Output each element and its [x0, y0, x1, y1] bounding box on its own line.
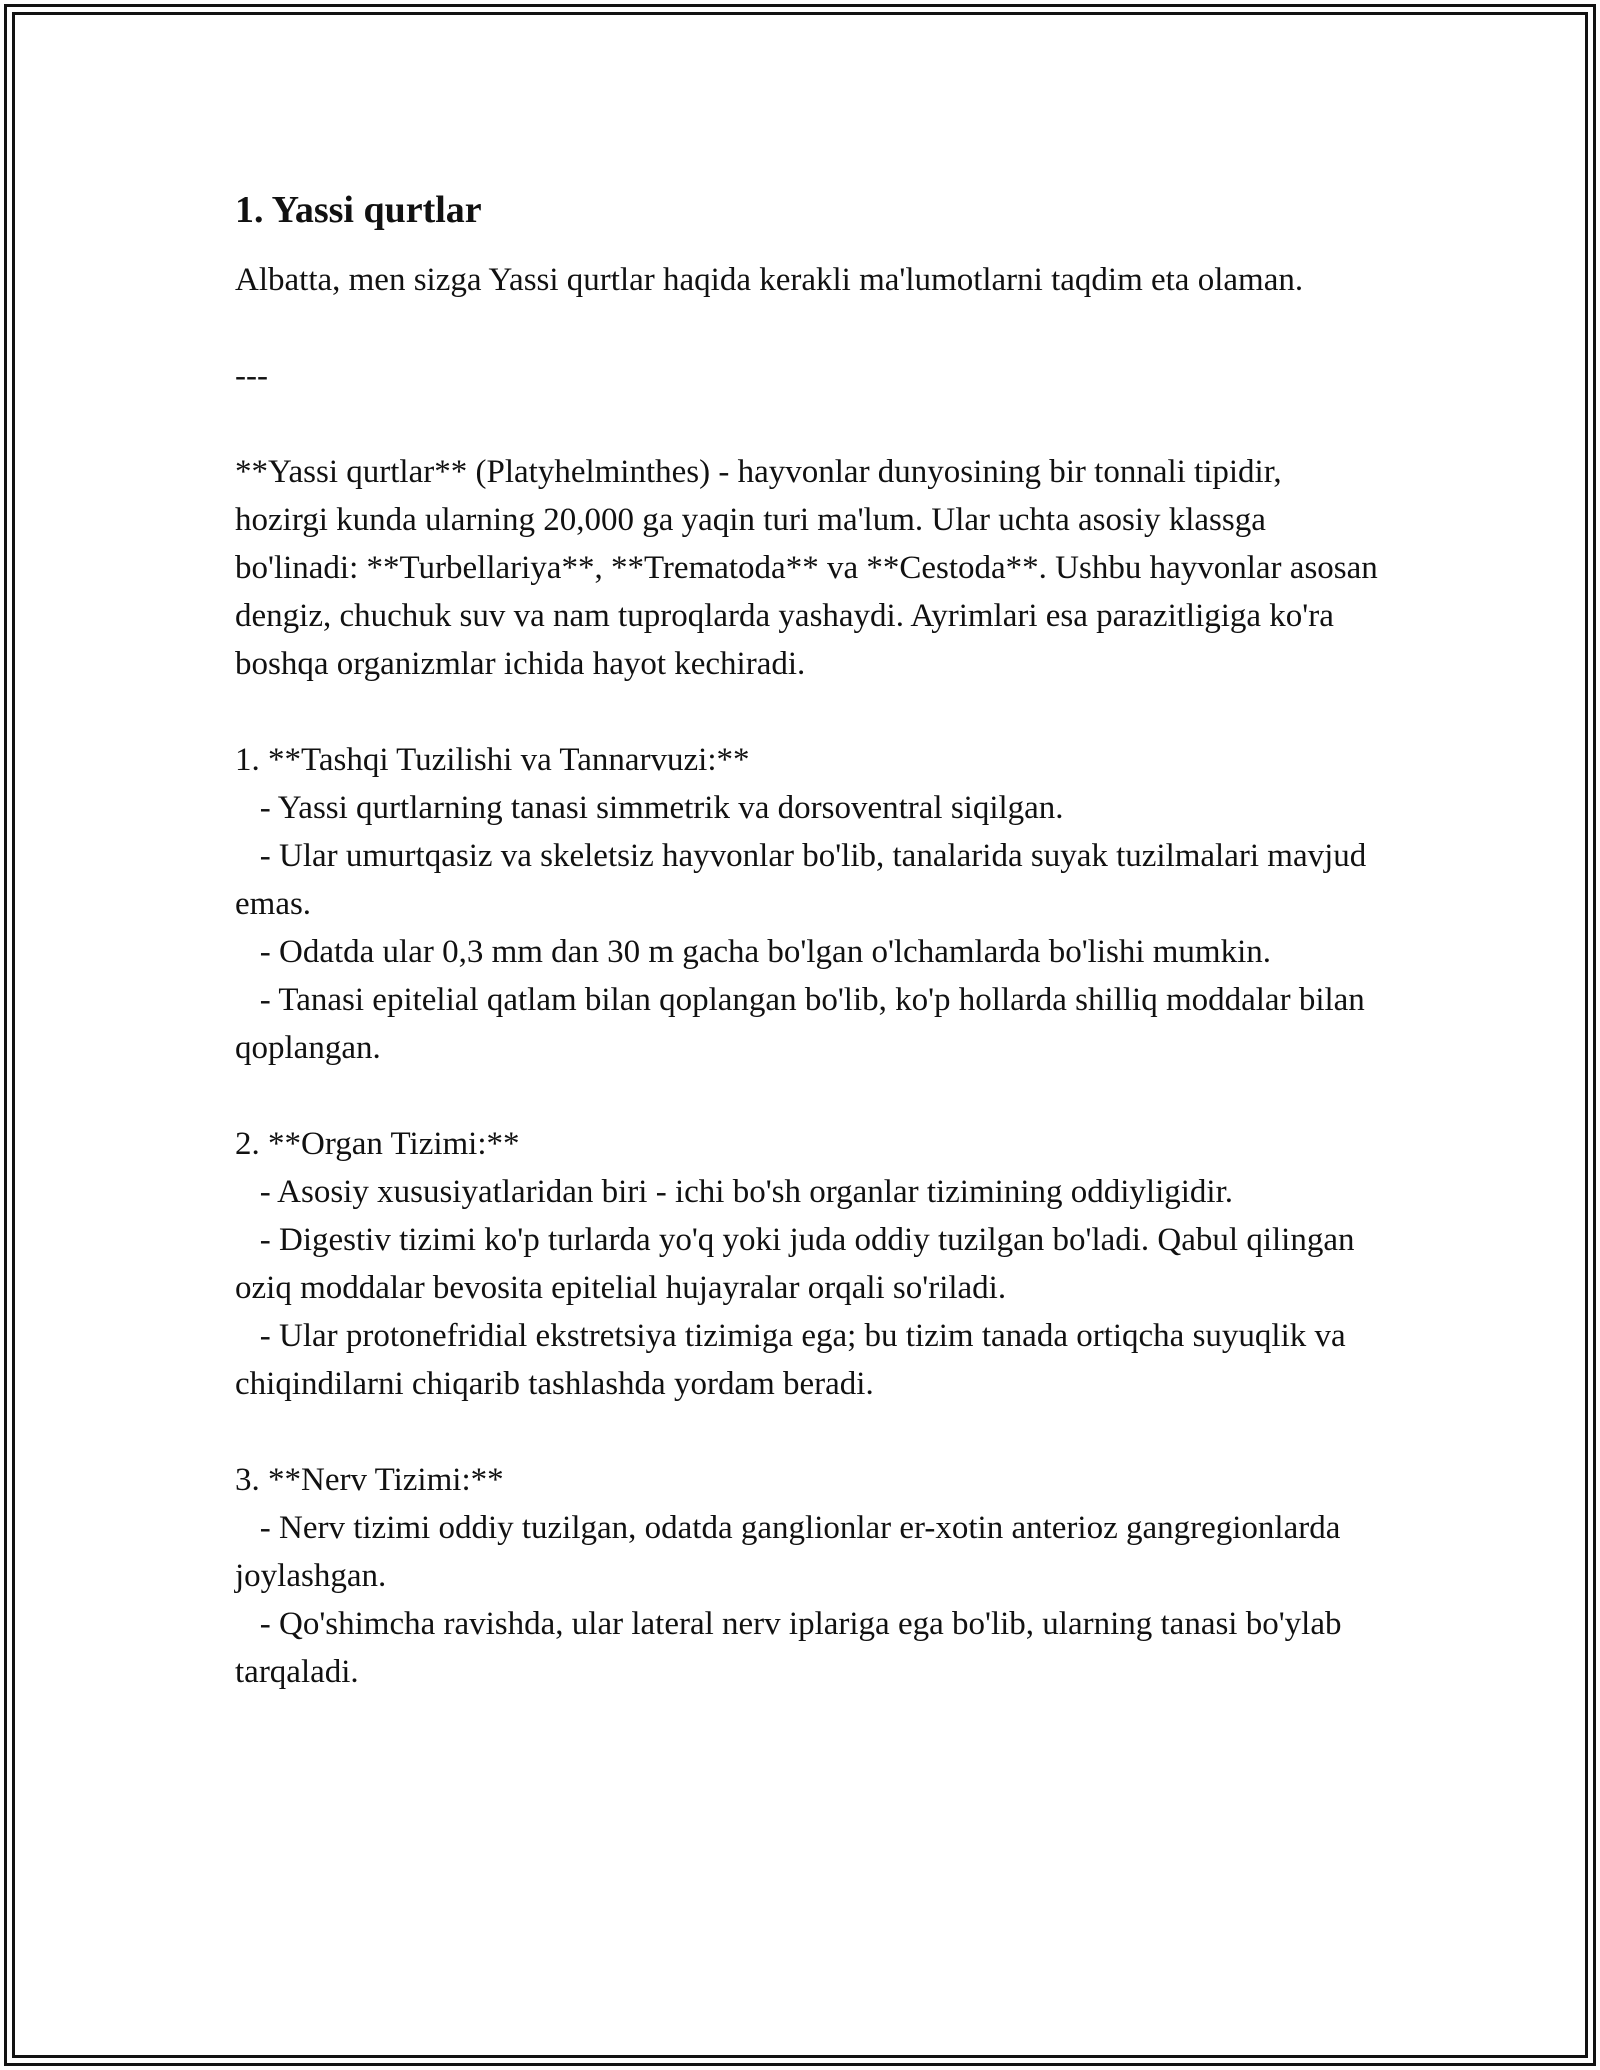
- list-item: - Odatda ular 0,3 mm dan 30 m gacha bo'lgan o'lchamlarda bo'lishi mumkin.: [235, 934, 1272, 970]
- list-item: - Yassi qurtlarning tanasi simmetrik va dorsoventral siqilgan.: [235, 790, 1064, 826]
- section-organ-system: [235, 1120, 1380, 1408]
- separator-line: ---: [235, 358, 268, 394]
- list-item: - Ular umurtqasiz va skeletsiz hayvonlar bo'lib, tanalarida suyak tuzilmalari mavjud emas.: [235, 838, 1375, 922]
- section-nervous-system: [235, 1456, 1380, 1696]
- spacer: [235, 688, 1380, 736]
- list-item: - Asosiy xususiyatlaridan biri - ichi bo'sh organlar tizimining oddiyligidir.: [235, 1174, 1233, 1210]
- list-item: - Qo'shimcha ravishda, ular lateral nerv iplariga ega bo'lib, ularning tanasi bo'ylab tarqaladi.: [235, 1606, 1350, 1690]
- document-title: 1. Yassi qurtlar: [235, 189, 482, 231]
- list-item: - Tanasi epitelial qatlam bilan qoplangan bo'lib, ko'p hollarda shilliq moddalar bilan qoplangan.: [235, 982, 1374, 1066]
- spacer: [235, 400, 1380, 448]
- spacer: [235, 1408, 1380, 1456]
- spacer: [235, 304, 1380, 352]
- list-item: - Nerv tizimi oddiy tuzilgan, odatda ganglionlar er-xotin anterioz gangregionlarda joylashgan.: [235, 1510, 1349, 1594]
- section-external-structure: [235, 736, 1380, 1072]
- list-item: - Digestiv tizimi ko'p turlarda yo'q yoki juda oddiy tuzilgan bo'ladi. Qabul qilingan oziq moddalar bevosita epitelial hujayralar orqali so'riladi.: [235, 1222, 1363, 1306]
- section-heading: 2. **Organ Tizimi:**: [235, 1126, 520, 1162]
- list-item: - Ular protonefridial ekstretsiya tizimiga ega; bu tizim tanada ortiqcha suyuqlik va chiqindilarni chiqarib tashlashda yordam beradi.: [235, 1318, 1354, 1402]
- spacer: [235, 1072, 1380, 1120]
- intro-paragraph: Albatta, men sizga Yassi qurtlar haqida kerakli ma'lumotlarni taqdim eta olaman.: [235, 262, 1304, 298]
- section-heading: 3. **Nerv Tizimi:**: [235, 1462, 504, 1498]
- overview-paragraph: **Yassi qurtlar** (Platyhelminthes) - hayvonlar dunyosining bir tonnali tipidir, hozirgi kunda ularning 20,000 ga yaqin turi ma'lum. Ular uchta asosiy klassga bo'linadi: **Turbellariya**, **Trematoda** va **Cestoda**. Ushbu hayvonlar asosan dengiz, chuchuk suv va nam tuproqlarda yashaydi. Ayrimlari esa parazitligiga ko'ra boshqa organizmlar ichida hayot kechiradi.: [235, 454, 1387, 682]
- section-heading: 1. **Tashqi Tuzilishi va Tannarvuzi:**: [235, 742, 750, 778]
- document-body: [235, 186, 1387, 1696]
